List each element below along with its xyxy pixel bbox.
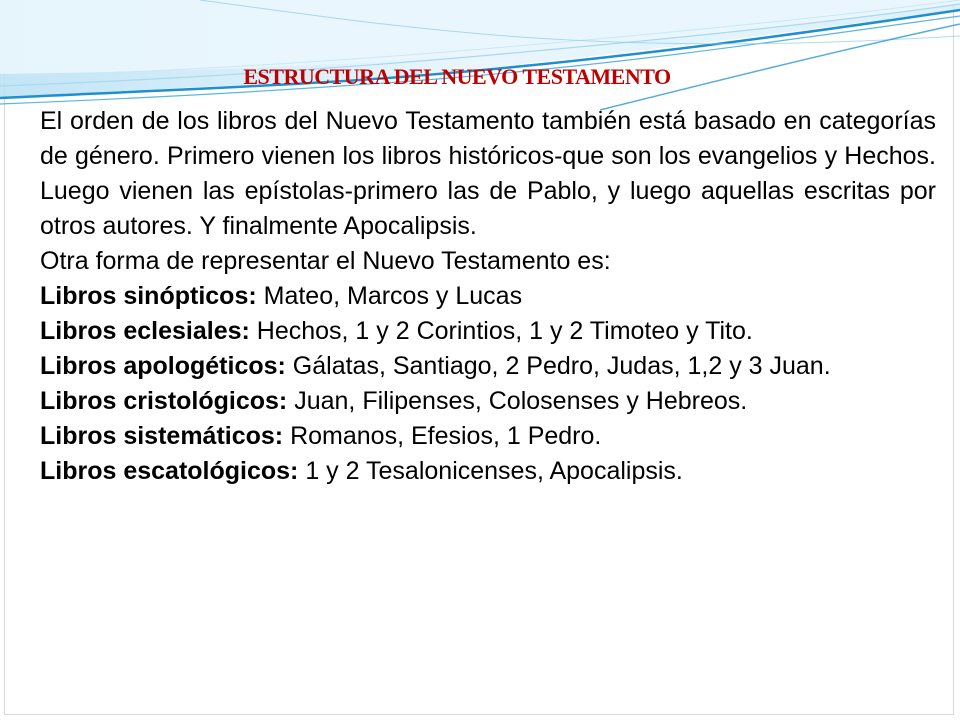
category-books: Gálatas, Santiago, 2 Pedro, Judas, 1,2 y 3 Juan. [285, 352, 831, 380]
category-item [40, 384, 936, 419]
category-item [40, 419, 936, 454]
category-label: Libros sinópticos: [40, 282, 257, 310]
category-label: Libros eclesiales: [40, 317, 250, 345]
category-books: Hechos, 1 y 2 Corintios, 1 y 2 Timoteo y Tito. [249, 317, 753, 345]
category-item [40, 314, 936, 349]
category-item [40, 454, 936, 489]
category-item [40, 349, 936, 384]
category-label: Libros cristológicos: [40, 387, 288, 415]
category-books: Mateo, Marcos y Lucas [256, 282, 523, 310]
category-item [40, 279, 936, 314]
category-label: Libros escatológicos: [40, 457, 299, 485]
category-books: Juan, Filipenses, Colosenses y Hebreos. [287, 387, 748, 415]
page-title: ESTRUCTURA DEL NUEVO TESTAMENTO [243, 64, 671, 89]
category-books: 1 y 2 Tesalonicenses, Apocalipsis. [298, 457, 683, 485]
wave-decoration [0, 0, 960, 120]
intro-paragraph: El orden de los libros del Nuevo Testamento también está basado en categorías de género. Primero vienen los libros históricos-que son los evangelios y Hechos. Luego vienen las epístolas-primero las de Pablo, y luego aquellas escritas por otros autores. Y finalmente Apocalipsis. [40, 107, 936, 240]
category-books: Romanos, Efesios, 1 Pedro. [283, 422, 602, 450]
category-label: Libros apologéticos: [40, 352, 286, 380]
slide-body [40, 104, 936, 489]
category-label: Libros sistemáticos: [40, 422, 284, 450]
lead-sentence: Otra forma de representar el Nuevo Testamento es: [40, 247, 611, 275]
